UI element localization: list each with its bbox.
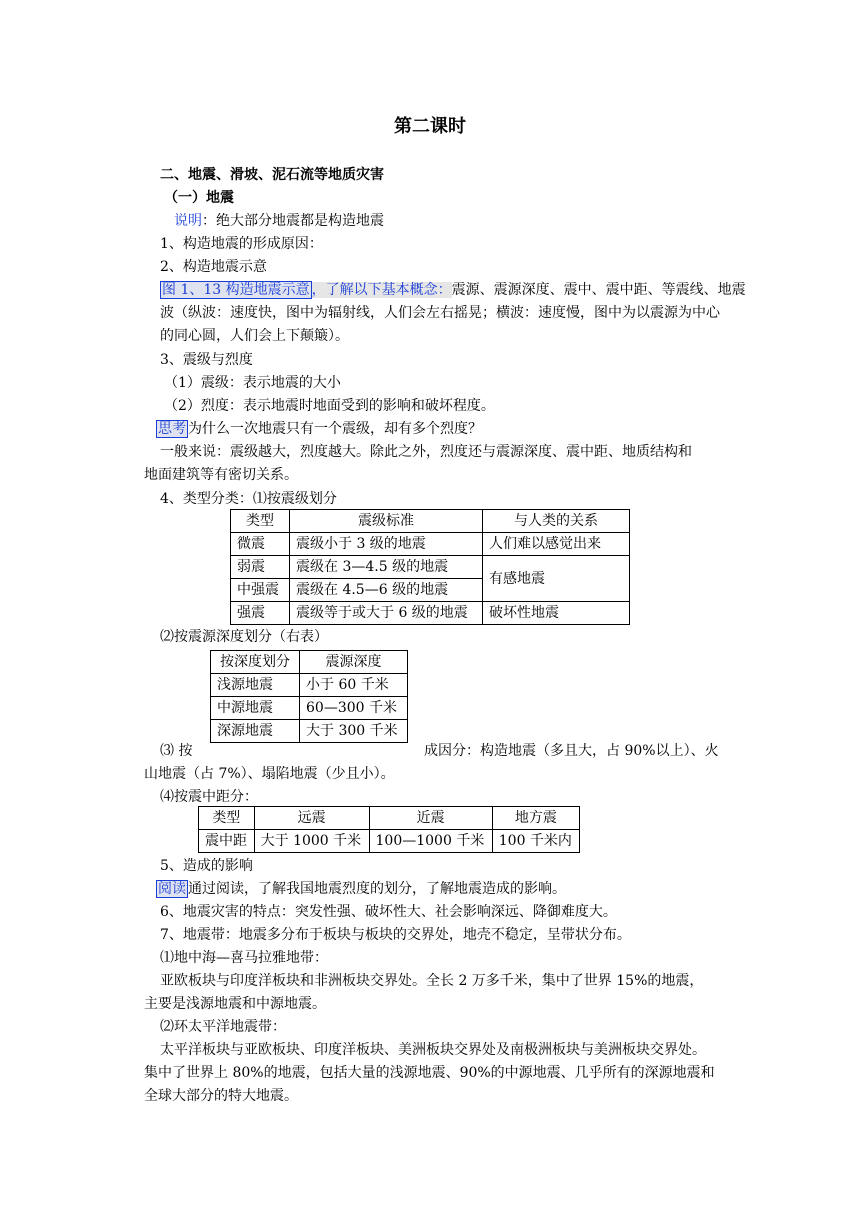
read-text: 通过阅读，了解我国地震烈度的划分，了解地震造成的影响。 xyxy=(188,881,566,897)
belt1-line1: 亚欧板块与印度洋板块和非洲板块交界处。全长 2 万多千米，集中了世界 15%的地震， xyxy=(160,973,704,989)
table-cell: 深源地震 xyxy=(211,720,300,743)
figure-reference: 图 1、13 构造地震示意 xyxy=(162,282,310,298)
belt2-line2: 集中了世界上 80%的地震，包括大量的浅源地震、90%的中源地震、几乎所有的深源地震和 xyxy=(144,1065,715,1081)
table-cell: 人们难以感觉出来 xyxy=(483,533,630,556)
figure-paragraph-line2: 波（纵波：速度快，图中为辐射线，人们会左右摇晃；横波：速度慢，图中为以震源为中心 xyxy=(160,305,720,321)
answer-line1: 一般来说：震级越大，烈度越大。除此之外，烈度还与震源深度、震中距、地质结构和 xyxy=(160,444,692,460)
table-cell: 震级小于 3 级的地震 xyxy=(290,533,483,556)
distance-table xyxy=(198,806,580,853)
magnitude-table xyxy=(230,509,630,625)
table-header: 地方震 xyxy=(492,807,579,830)
belt2-line1: 太平洋板块与亚欧板块、印度洋板块、美洲板块交界处及南极洲板块与美洲板块交界处。 xyxy=(160,1042,706,1058)
table-cell: 微震 xyxy=(231,533,290,556)
note-label: 说明 xyxy=(174,213,202,229)
item-4: 4、类型分类：⑴按震级划分 xyxy=(160,491,337,507)
table-cell: 100 千米内 xyxy=(492,830,579,853)
depth-table xyxy=(210,650,408,743)
table-cell: 100—1000 千米 xyxy=(369,830,492,853)
item-4-3-continued: 山地震（占 7%）、塌陷地震（少且小）。 xyxy=(144,766,395,782)
think-label: 思考 xyxy=(158,421,186,437)
item-6: 6、地震灾害的特点：突发性强、破坏性大、社会影响深远、降御难度大。 xyxy=(160,904,617,920)
table-cell: 破坏性地震 xyxy=(483,602,630,625)
think-question: 为什么一次地震只有一个震级，却有多个烈度？ xyxy=(188,421,482,437)
answer-line2: 地面建筑等有密切关系。 xyxy=(144,467,298,483)
table-header: 类型 xyxy=(231,510,290,533)
table-cell: 60—300 千米 xyxy=(300,697,408,720)
item-5: 5、造成的影响 xyxy=(160,858,253,874)
read-label: 阅读 xyxy=(158,881,186,897)
figure-lead: ，了解以下基本概念： xyxy=(311,282,452,298)
table-cell: 浅源地震 xyxy=(211,674,300,697)
table-header: 按深度划分 xyxy=(211,651,300,674)
page-title: 第二课时 xyxy=(394,116,466,137)
table-cell: 震中距 xyxy=(199,830,255,853)
item-3-2: （2）烈度：表示地震时地面受到的影响和破坏程度。 xyxy=(164,398,495,414)
table-header: 类型 xyxy=(199,807,255,830)
table-cell: 弱震 xyxy=(231,556,290,579)
table-header: 与人类的关系 xyxy=(483,510,630,533)
figure-paragraph-line3: 的同心圆，人们会上下颠簸）。 xyxy=(160,328,349,344)
table-cell: 强震 xyxy=(231,602,290,625)
item-3: 3、震级与烈度 xyxy=(160,352,253,368)
item-4-3-text: 成因分：构造地震（多且大，占 90%以上）、火 xyxy=(424,743,719,759)
section-heading: 二、地震、滑坡、泥石流等地质灾害 xyxy=(160,167,384,183)
item-4-2: ⑵按震源深度划分（右表） xyxy=(160,629,328,645)
table-cell: 有感地震 xyxy=(483,556,630,602)
table-cell: 大于 300 千米 xyxy=(300,720,408,743)
item-1: 1、构造地震的形成原因： xyxy=(160,236,323,252)
item-3-1: （1）震级：表示地震的大小 xyxy=(164,375,341,391)
belt1-line2: 主要是浅源地震和中源地震。 xyxy=(144,996,326,1012)
belt1-title: ⑴地中海—喜马拉雅地带： xyxy=(160,950,328,966)
table-cell: 中源地震 xyxy=(211,697,300,720)
think-line xyxy=(156,419,482,439)
table-cell: 大于 1000 千米 xyxy=(254,830,369,853)
belt2-line3: 全球大部分的特大地震。 xyxy=(144,1088,298,1104)
item-4-3-prefix: ⑶ 按 xyxy=(160,743,193,759)
figure-paragraph-line1 xyxy=(160,280,746,300)
note-line xyxy=(174,211,384,231)
table-cell: 小于 60 千米 xyxy=(300,674,408,697)
item-2: 2、构造地震示意 xyxy=(160,259,267,275)
item-7: 7、地震带：地震多分布于板块与板块的交界处，地壳不稳定，呈带状分布。 xyxy=(160,927,631,943)
note-text: ：绝大部分地震都是构造地震 xyxy=(202,213,384,229)
table-cell: 震级在 3—4.5 级的地震 xyxy=(290,556,483,579)
table-header: 震级标准 xyxy=(290,510,483,533)
table-header: 近震 xyxy=(369,807,492,830)
table-cell: 震级等于或大于 6 级的地震 xyxy=(290,602,483,625)
table-cell: 震级在 4.5—6 级的地震 xyxy=(290,579,483,602)
subsection-heading: （一）地震 xyxy=(164,190,234,206)
belt2-title: ⑵环太平洋地震带： xyxy=(160,1019,286,1035)
table-header: 震源深度 xyxy=(300,651,408,674)
read-line xyxy=(156,879,566,899)
table-header: 远震 xyxy=(254,807,369,830)
figure-terms: 震源、震源深度、震中、震中距、等震线、地震 xyxy=(451,282,746,298)
table-cell: 中强震 xyxy=(231,579,290,602)
item-4-4: ⑷按震中距分： xyxy=(160,789,258,805)
